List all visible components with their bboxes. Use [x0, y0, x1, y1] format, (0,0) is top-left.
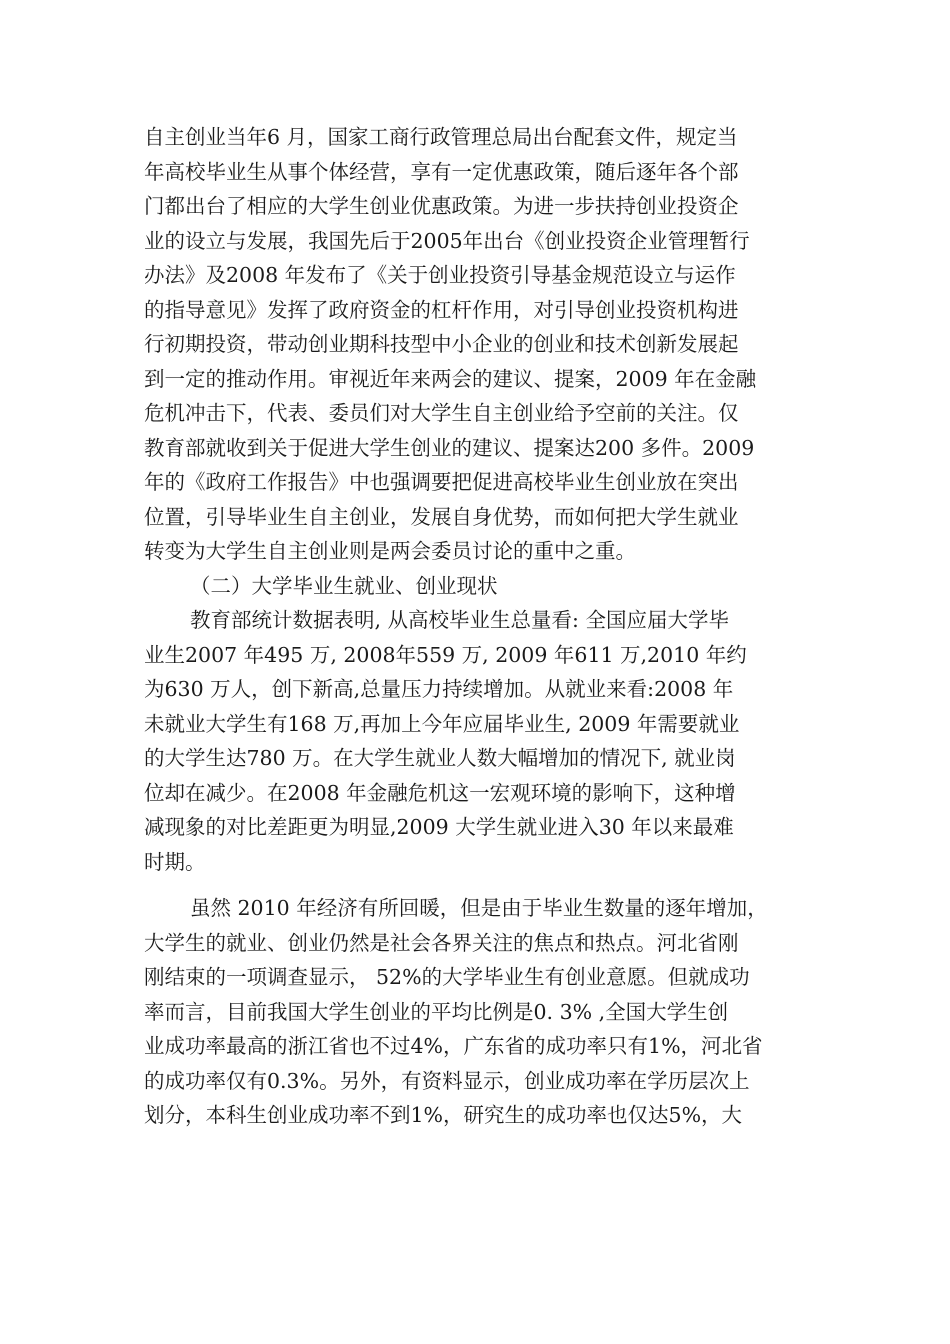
- text-line: 年高校毕业生从事个体经营，享有一定优惠政策，随后逐年各个部: [144, 159, 739, 184]
- text-line: 业的设立与发展，我国先后于2005年出台《创业投资企业管理暂行: [144, 228, 750, 253]
- text-line: 教育部就收到关于促进大学生创业的建议、提案达200 多件。2009: [144, 435, 755, 460]
- text-line: 的成功率仅有0.3%。另外，有资料显示，创业成功率在学历层次上: [144, 1068, 750, 1093]
- text-line: 业成功率最高的浙江省也不过4%，广东省的成功率只有1%，河北省: [144, 1034, 763, 1058]
- text-line: 时期。: [144, 849, 206, 874]
- text-line: 危机冲击下，代表、委员们对大学生自主创业给予空前的关注。仅: [144, 401, 739, 425]
- text-line: 划分，本科生创业成功率不到1%，研究生的成功率也仅达5%，大: [144, 1103, 743, 1127]
- text-line: 位置，引导毕业生自主创业，发展自身优势，而如何把大学生就业: [144, 504, 739, 529]
- text-line: 到一定的推动作用。审视近年来两会的建议、提案，2009 年在金融: [144, 366, 757, 391]
- text-line: 门都出台了相应的大学生创业优惠政策。为进一步扶持创业投资企: [144, 194, 739, 218]
- text-line: 行初期投资，带动创业期科技型中小企业的创业和技术创新发展起: [144, 332, 739, 356]
- text-line: 年的《政府工作报告》中也强调要把促进高校毕业生创业放在突出: [144, 470, 739, 494]
- paragraph-statistics: [144, 603, 806, 879]
- section-heading: [144, 569, 806, 604]
- paragraph-success-rate: [144, 891, 806, 1133]
- text-line: 办法》及2008 年发布了《关于创业投资引导基金规范设立与运作: [144, 263, 736, 287]
- section-heading-text: （二）大学毕业生就业、创业现状: [190, 573, 498, 598]
- text-line: 未就业大学生有168 万,再加上今年应届毕业生, 2009 年需要就业: [144, 711, 740, 736]
- text-line: 大学生的就业、创业仍然是社会各界关注的焦点和热点。河北省刚: [144, 930, 739, 955]
- text-line: 位却在减少。在2008 年金融危机这一宏观环境的影响下，这种增: [144, 780, 736, 805]
- text-line: 业生2007 年495 万, 2008年559 万, 2009 年611 万,2010 年约: [144, 642, 747, 667]
- text-line: 教育部统计数据表明, 从高校毕业生总量看: 全国应届大学毕: [190, 608, 729, 632]
- text-line: 减现象的对比差距更为明显,2009 大学生就业进入30 年以来最难: [144, 815, 734, 839]
- text-line: 率而言，目前我国大学生创业的平均比例是0. 3% ,全国大学生创: [144, 999, 729, 1024]
- paragraph-policy: [144, 120, 806, 569]
- document-page: [144, 120, 806, 1133]
- text-line: 转变为大学生自主创业则是两会委员讨论的重中之重。: [144, 539, 636, 563]
- paragraph-gap: [144, 879, 806, 891]
- text-line: 为630 万人，创下新高,总量压力持续增加。从就业来看:2008 年: [144, 677, 734, 701]
- text-line: 刚结束的一项调查显示， 52%的大学毕业生有创业意愿。但就成功: [144, 965, 750, 989]
- text-line: 的大学生达780 万。在大学生就业人数大幅增加的情况下, 就业岗: [144, 746, 736, 770]
- text-line: 虽然 2010 年经济有所回暖，但是由于毕业生数量的逐年增加，: [190, 896, 768, 920]
- text-line: 自主创业当年6 月，国家工商行政管理总局出台配套文件，规定当: [144, 125, 738, 149]
- text-line: 的指导意见》发挥了政府资金的杠杆作用，对引导创业投资机构进: [144, 297, 739, 322]
